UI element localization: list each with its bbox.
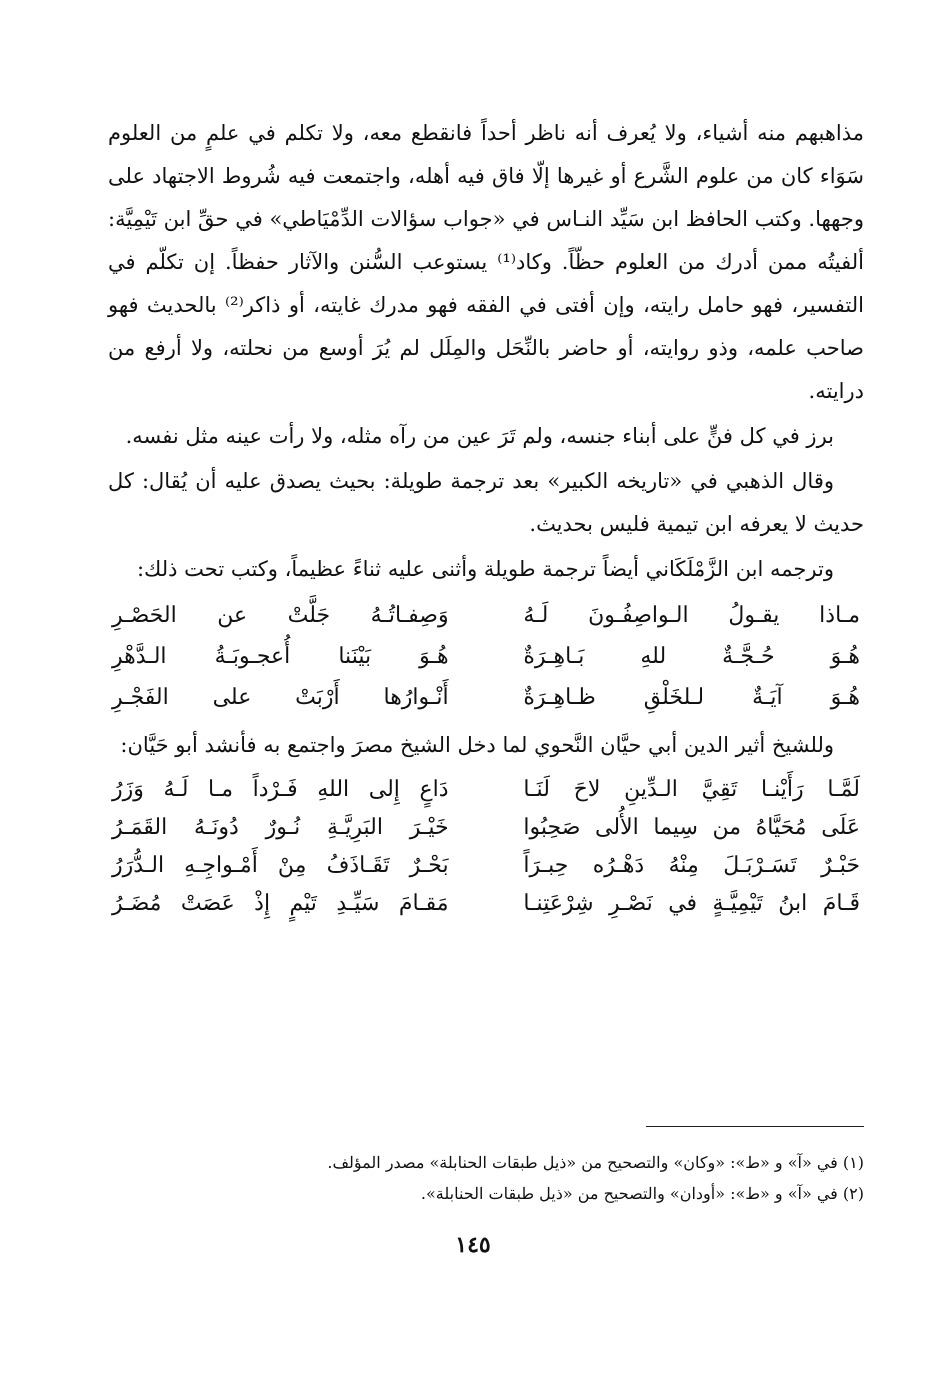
- poem-verse: [108, 885, 864, 923]
- verse-second-hemistich: هُـوَ بَيْنَنا أُعجـوبَـةُ الـدَّهْرِ: [112, 644, 449, 669]
- page-number: ١٤٥: [455, 1232, 491, 1258]
- footnotes: [108, 1147, 864, 1209]
- verse-second-hemistich: مَقـامَ سَيِّـدِ تَيْمٍ إِذْ عَصَتْ مُضَـرُ: [112, 891, 449, 916]
- poem-verse: [108, 809, 864, 847]
- verse-second-hemistich: أَنْـوارُها أَرْبَتْ على الفَجْـرِ: [112, 685, 449, 710]
- poem-verse: [108, 595, 864, 636]
- poem-verse: [108, 677, 864, 718]
- paragraph-3: وقال الذهبي في «تاريخه الكبير» بعد ترجمة طويلة: بحيث يصدق عليه أن يُقال: كل حديث لا يعرفه ابن تيمية فليس بحديث.: [108, 469, 864, 536]
- paragraph-2: برز في كل فنٍّ على أبناء جنسه، ولم تَرَ عين من رآه مثله، ولا رأت عينه مثل نفسه.: [125, 424, 834, 448]
- verse-first-hemistich: حَبْـرٌ تَسَـرْبَـلَ مِنْهُ دَهْـرُه حِبـرَاً: [523, 853, 860, 878]
- main-text: [108, 112, 864, 929]
- verse-first-hemistich: هُـوَ آيَـةٌ لـلخَلْقِ ظـاهِـرَةٌ: [523, 685, 860, 710]
- paragraph-5: وللشيخ أثير الدين أبي حيَّان النَّحوي لما دخل الشيخ مصرَ واجتمع به فأنشد أبو حَيَّان:: [120, 733, 834, 757]
- verse-second-hemistich: وَصِفـاتُـهُ جَلَّتْ عن الحَصْـرِ: [112, 603, 449, 628]
- verse-first-hemistich: عَلَى مُحَيَّاهُ من سِيما الأُلى صَحِبُوا: [523, 815, 860, 840]
- poem-verse: [108, 771, 864, 809]
- poem-verse: [108, 847, 864, 885]
- verse-second-hemistich: بَحْـرٌ تَقَـاذَفُ مِنْ أَمْـواجِـهِ الـدُّرَرُ: [112, 853, 449, 878]
- paragraph-4: وترجمه ابن الزَّمْلَكَاني أيضاً ترجمة طويلة وأثنى عليه ثناءً عظيماً، وكتب تحت ذلك:: [136, 557, 834, 581]
- poem-verse: [108, 636, 864, 677]
- verse-first-hemistich: قَـامَ ابنُ تَيْمِيَّـةٍ في نَصْـرِ شِرْعَتِنـا: [523, 891, 860, 916]
- paragraph-1: مذاهبهم منه أشياء، ولا يُعرف أنه ناظر أحداً فانقطع معه، ولا تكلم في علمٍ من العلوم سَوَاء كان من علوم الشَّرع أو غيرها إلّا فاق فيه أهله، واجتمعت فيه شُروط الاجتهاد على وجهها. وكتب الحافظ ابن سَيِّد النـاس في «جواب سؤالات الدِّمْيَاطي» في حقِّ ابن تَيْمِيَّة: ألفيتُه ممن أدرك من العلوم حظّاً. وكاد⁽¹⁾ يستوعب السُّنن والآثار حفظاً. إن تكلّم في التفسير، فهو حامل رايته، وإن أفتى في الفقه فهو مدرك غايته، أو ذاكر⁽²⁾ بالحديث فهو صاحب علمه، وذو روايته، أو حاضر بالنِّحَل والمِلَل لم يُرَ أوسع من نحلته، ولا أرفع من درايته.: [108, 121, 865, 403]
- poem-abu-hayyan: [108, 771, 864, 923]
- verse-second-hemistich: خَيْـرَ البَرِيَّـةِ نُـورٌ دُونَـهُ القَمَـرُ: [112, 815, 449, 840]
- verse-first-hemistich: مـاذا يقـولُ الـواصِفُـونَ لَـهُ: [523, 603, 860, 628]
- footnote-divider: [646, 1126, 864, 1127]
- poem-zamlakani: [108, 595, 864, 718]
- footnote-2: (٢) في «آ» و «ط»: «أودان» والتصحيح من «ذيل طبقات الحنابلة».: [420, 1184, 864, 1203]
- verse-first-hemistich: لَمَّـا رَأَيْنـا تَقِيَّ الـدِّينِ لاحَ لَنَـا: [523, 777, 860, 802]
- footnote-1: (١) في «آ» و «ط»: «وكان» والتصحيح من «ذيل طبقات الحنابلة» مصدر المؤلف.: [327, 1153, 864, 1172]
- verse-first-hemistich: هُـوَ حُـجَّـةٌ للهِ بَـاهِـرَةٌ: [523, 644, 860, 669]
- verse-second-hemistich: دَاعٍ إِلى اللهِ فَـرْداً مـا لَـهُ وَزَرُ: [112, 777, 449, 802]
